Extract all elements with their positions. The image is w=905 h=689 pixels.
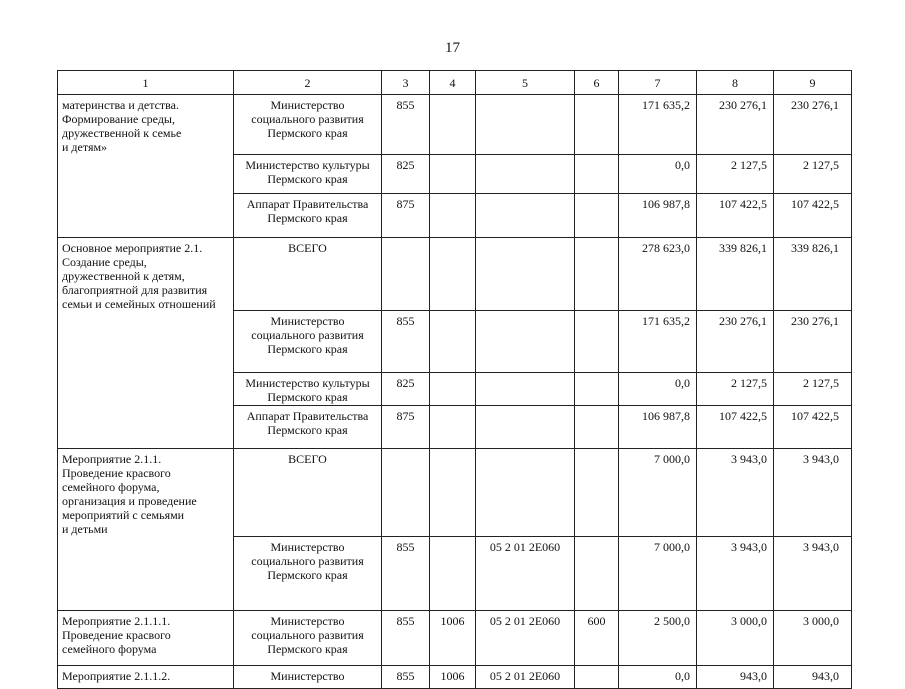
cell-section: 1006 — [430, 665, 476, 688]
cell-responsible: Министерство социального развития Пермского края — [234, 95, 382, 155]
cell-amount: 107 422,5 — [697, 193, 774, 237]
cell-description: Мероприятие 2.1.1.2. — [58, 665, 234, 688]
cell-expense-type — [575, 154, 619, 193]
cell-responsible: Министерство социального развития Пермского края — [234, 311, 382, 373]
column-header: 1 — [58, 71, 234, 95]
cell-responsible: ВСЕГО — [234, 237, 382, 311]
cell-description: Основное мероприятие 2.1. Создание среды, дружественной к детям, благоприятной для развития семьи и семейных отношений — [58, 237, 234, 311]
cell-target-item — [476, 373, 575, 406]
cell-description: Мероприятие 2.1.1.1. Проведение красвого семейного форума — [58, 610, 234, 665]
cell-target-item — [476, 406, 575, 449]
cell-amount: 107 422,5 — [774, 406, 852, 449]
cell-description — [58, 373, 234, 406]
cell-target-item: 05 2 01 2Е060 — [476, 665, 575, 688]
cell-amount: 107 422,5 — [774, 193, 852, 237]
cell-section: 1006 — [430, 610, 476, 665]
cell-section — [430, 95, 476, 155]
table-row — [58, 311, 852, 373]
cell-description: Мероприятие 2.1.1. Проведение красвого семейного форума, организация и проведение мероприятий с семьями и детьми — [58, 449, 234, 537]
table-row — [58, 665, 852, 688]
cell-target-item — [476, 154, 575, 193]
cell-expense-type — [575, 237, 619, 311]
cell-amount: 2 500,0 — [619, 610, 697, 665]
column-header: 7 — [619, 71, 697, 95]
cell-code: 855 — [382, 311, 430, 373]
cell-amount: 7 000,0 — [619, 536, 697, 610]
cell-code: 855 — [382, 610, 430, 665]
cell-section — [430, 237, 476, 311]
cell-responsible: Министерство социального развития Пермского края — [234, 610, 382, 665]
cell-section — [430, 373, 476, 406]
table-header-row — [58, 71, 852, 95]
cell-responsible: Министерство культуры Пермского края — [234, 154, 382, 193]
cell-responsible: ВСЕГО — [234, 449, 382, 537]
cell-amount: 230 276,1 — [774, 311, 852, 373]
cell-code — [382, 449, 430, 537]
cell-code — [382, 237, 430, 311]
table-row — [58, 95, 852, 155]
cell-expense-type — [575, 406, 619, 449]
column-header: 3 — [382, 71, 430, 95]
cell-code: 875 — [382, 406, 430, 449]
cell-target-item: 05 2 01 2Е060 — [476, 536, 575, 610]
cell-amount: 107 422,5 — [697, 406, 774, 449]
cell-target-item — [476, 237, 575, 311]
cell-expense-type — [575, 536, 619, 610]
cell-description — [58, 311, 234, 373]
table-row — [58, 406, 852, 449]
cell-responsible: Министерство социального развития Пермского края — [234, 536, 382, 610]
cell-code: 825 — [382, 154, 430, 193]
table-row — [58, 536, 852, 610]
column-header: 4 — [430, 71, 476, 95]
cell-target-item — [476, 311, 575, 373]
cell-amount: 2 127,5 — [774, 154, 852, 193]
page-number: 17 — [445, 40, 460, 56]
cell-amount: 278 623,0 — [619, 237, 697, 311]
cell-target-item: 05 2 01 2Е060 — [476, 610, 575, 665]
cell-amount: 2 127,5 — [697, 373, 774, 406]
cell-code: 855 — [382, 95, 430, 155]
column-header: 2 — [234, 71, 382, 95]
column-header: 5 — [476, 71, 575, 95]
cell-amount: 230 276,1 — [697, 311, 774, 373]
cell-amount: 7 000,0 — [619, 449, 697, 537]
table-row — [58, 449, 852, 537]
cell-amount: 943,0 — [774, 665, 852, 688]
cell-amount: 0,0 — [619, 373, 697, 406]
cell-description — [58, 406, 234, 449]
cell-expense-type — [575, 373, 619, 406]
cell-amount: 2 127,5 — [774, 373, 852, 406]
cell-code: 825 — [382, 373, 430, 406]
cell-amount: 0,0 — [619, 665, 697, 688]
cell-expense-type: 600 — [575, 610, 619, 665]
cell-amount: 2 127,5 — [697, 154, 774, 193]
cell-section — [430, 536, 476, 610]
cell-target-item — [476, 449, 575, 537]
cell-expense-type — [575, 665, 619, 688]
table-row — [58, 610, 852, 665]
table-row — [58, 154, 852, 193]
cell-expense-type — [575, 95, 619, 155]
cell-expense-type — [575, 449, 619, 537]
cell-description: материнства и детства. Формирование среды, дружественной к семье и детям» — [58, 95, 234, 155]
cell-responsible: Аппарат Правительства Пермского края — [234, 193, 382, 237]
cell-target-item — [476, 193, 575, 237]
cell-section — [430, 406, 476, 449]
cell-section — [430, 154, 476, 193]
column-header: 9 — [774, 71, 852, 95]
cell-amount: 230 276,1 — [697, 95, 774, 155]
cell-section — [430, 449, 476, 537]
cell-responsible: Министерство культуры Пермского края — [234, 373, 382, 406]
cell-expense-type — [575, 311, 619, 373]
cell-code: 855 — [382, 665, 430, 688]
cell-expense-type — [575, 193, 619, 237]
cell-responsible: Аппарат Правительства Пермского края — [234, 406, 382, 449]
cell-amount: 3 943,0 — [697, 449, 774, 537]
cell-amount: 3 943,0 — [697, 536, 774, 610]
cell-amount: 0,0 — [619, 154, 697, 193]
cell-description — [58, 536, 234, 610]
cell-responsible: Министерство — [234, 665, 382, 688]
cell-amount: 230 276,1 — [774, 95, 852, 155]
cell-section — [430, 311, 476, 373]
cell-amount: 171 635,2 — [619, 95, 697, 155]
cell-amount: 3 943,0 — [774, 536, 852, 610]
cell-description — [58, 154, 234, 193]
cell-amount: 171 635,2 — [619, 311, 697, 373]
budget-table — [57, 70, 852, 689]
cell-amount: 106 987,8 — [619, 406, 697, 449]
cell-amount: 3 943,0 — [774, 449, 852, 537]
table-row — [58, 237, 852, 311]
cell-target-item — [476, 95, 575, 155]
table-row — [58, 373, 852, 406]
cell-amount: 339 826,1 — [697, 237, 774, 311]
column-header: 8 — [697, 71, 774, 95]
column-header: 6 — [575, 71, 619, 95]
cell-amount: 106 987,8 — [619, 193, 697, 237]
cell-description — [58, 193, 234, 237]
cell-amount: 339 826,1 — [774, 237, 852, 311]
cell-amount: 3 000,0 — [774, 610, 852, 665]
cell-amount: 3 000,0 — [697, 610, 774, 665]
cell-section — [430, 193, 476, 237]
cell-code: 855 — [382, 536, 430, 610]
table-row — [58, 193, 852, 237]
cell-amount: 943,0 — [697, 665, 774, 688]
cell-code: 875 — [382, 193, 430, 237]
